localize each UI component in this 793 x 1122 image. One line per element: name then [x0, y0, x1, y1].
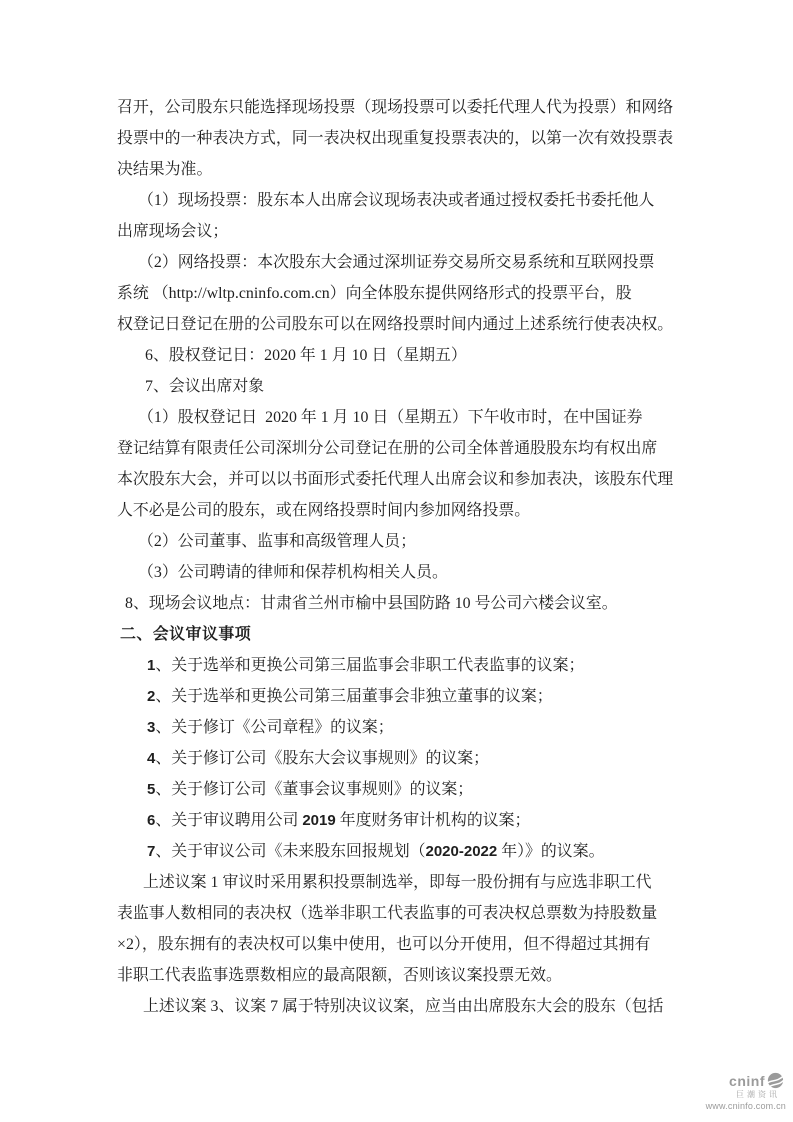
cninfo-brand-text: cninf	[729, 1072, 765, 1089]
text-line: （2）公司董事、监事和高级管理人员；	[138, 533, 417, 550]
cninfo-logo	[678, 1072, 788, 1111]
text-line: （1）现场投票：股东本人出席会议现场表决或者通过授权委托书委托他人	[138, 192, 655, 209]
text-line: 6、股权登记日：2020 年 1 月 10 日（星期五）	[145, 347, 467, 364]
text-line: 召开，公司股东只能选择现场投票（现场投票可以委托代理人代为投票）和网络	[117, 99, 674, 116]
text-line: 6、关于审议聘用公司 2019 年度财务审计机构的议案；	[147, 812, 531, 829]
cninfo-logo-row	[678, 1072, 788, 1089]
cninfo-website-text: www.cninfo.com.cn	[705, 1101, 786, 1111]
document-body	[117, 92, 683, 1022]
text-line: 非职工代表监事选票数相应的最高限额，否则该议案投票无效。	[117, 967, 562, 984]
text-line: 8、现场会议地点：甘肃省兰州市榆中县国防路 10 号公司六楼会议室。	[125, 595, 618, 612]
text-line: 投票中的一种表决方式，同一表决权出现重复投票表决的，以第一次有效投票表	[117, 130, 674, 147]
text-line: 7、关于审议公司《未来股东回报规划（2020-2022 年）》的议案。	[147, 843, 605, 860]
text-line: 二、会议审议事项	[120, 626, 252, 643]
text-line: 人不必是公司的股东，或在网络投票时间内参加网络投票。	[117, 502, 531, 519]
text-line: 本次股东大会，并可以以书面形式委托代理人出席会议和参加表决，该股东代理	[117, 471, 674, 488]
text-line: 上述议案 1 审议时采用累积投票制选举，即每一股份拥有与应选非职工代	[143, 874, 652, 891]
text-line: 上述议案 3、议案 7 属于特别决议议案，应当由出席股东大会的股东（包括	[143, 998, 664, 1015]
text-line: 3、关于修订《公司章程》的议案；	[147, 719, 394, 736]
text-line: （1）股权登记日 2020 年 1 月 10 日（星期五）下午收市时，在中国证券	[138, 409, 643, 426]
text-line: （3）公司聘请的律师和保荐机构相关人员。	[138, 564, 448, 581]
text-line: 2、关于选举和更换公司第三届董事会非独立董事的议案；	[147, 688, 553, 705]
text-line: 1、关于选举和更换公司第三届监事会非职工代表监事的议案；	[147, 657, 585, 674]
cninfo-swirl-icon	[767, 1072, 784, 1089]
text-line: 系统 （http://wltp.cninfo.com.cn）向全体股东提供网络形式的投票平台，股	[117, 285, 632, 302]
text-line: 7、会议出席对象	[145, 378, 265, 395]
text-line: 表监事人数相同的表决权（选举非职工代表监事的可表决权总票数为持股数量	[117, 905, 658, 922]
text-line: （2）网络投票：本次股东大会通过深圳证券交易所交易系统和互联网投票	[138, 254, 655, 271]
cninfo-brand-chinese: 巨潮资讯	[736, 1090, 780, 1099]
text-line: 登记结算有限责任公司深圳分公司登记在册的公司全体普通股股东均有权出席	[117, 440, 658, 457]
text-line: 5、关于修订公司《董事会议事规则》的议案；	[147, 781, 474, 798]
text-line: 决结果为准。	[117, 161, 213, 178]
text-line: 权登记日登记在册的公司股东可以在网络投票时间内通过上述系统行使表决权。	[117, 316, 674, 333]
text-line: 4、关于修订公司《股东大会议事规则》的议案；	[147, 750, 490, 767]
text-line: ×2），股东拥有的表决权可以集中使用，也可以分开使用，但不得超过其拥有	[117, 936, 651, 953]
text-line: 出席现场会议；	[117, 223, 229, 240]
